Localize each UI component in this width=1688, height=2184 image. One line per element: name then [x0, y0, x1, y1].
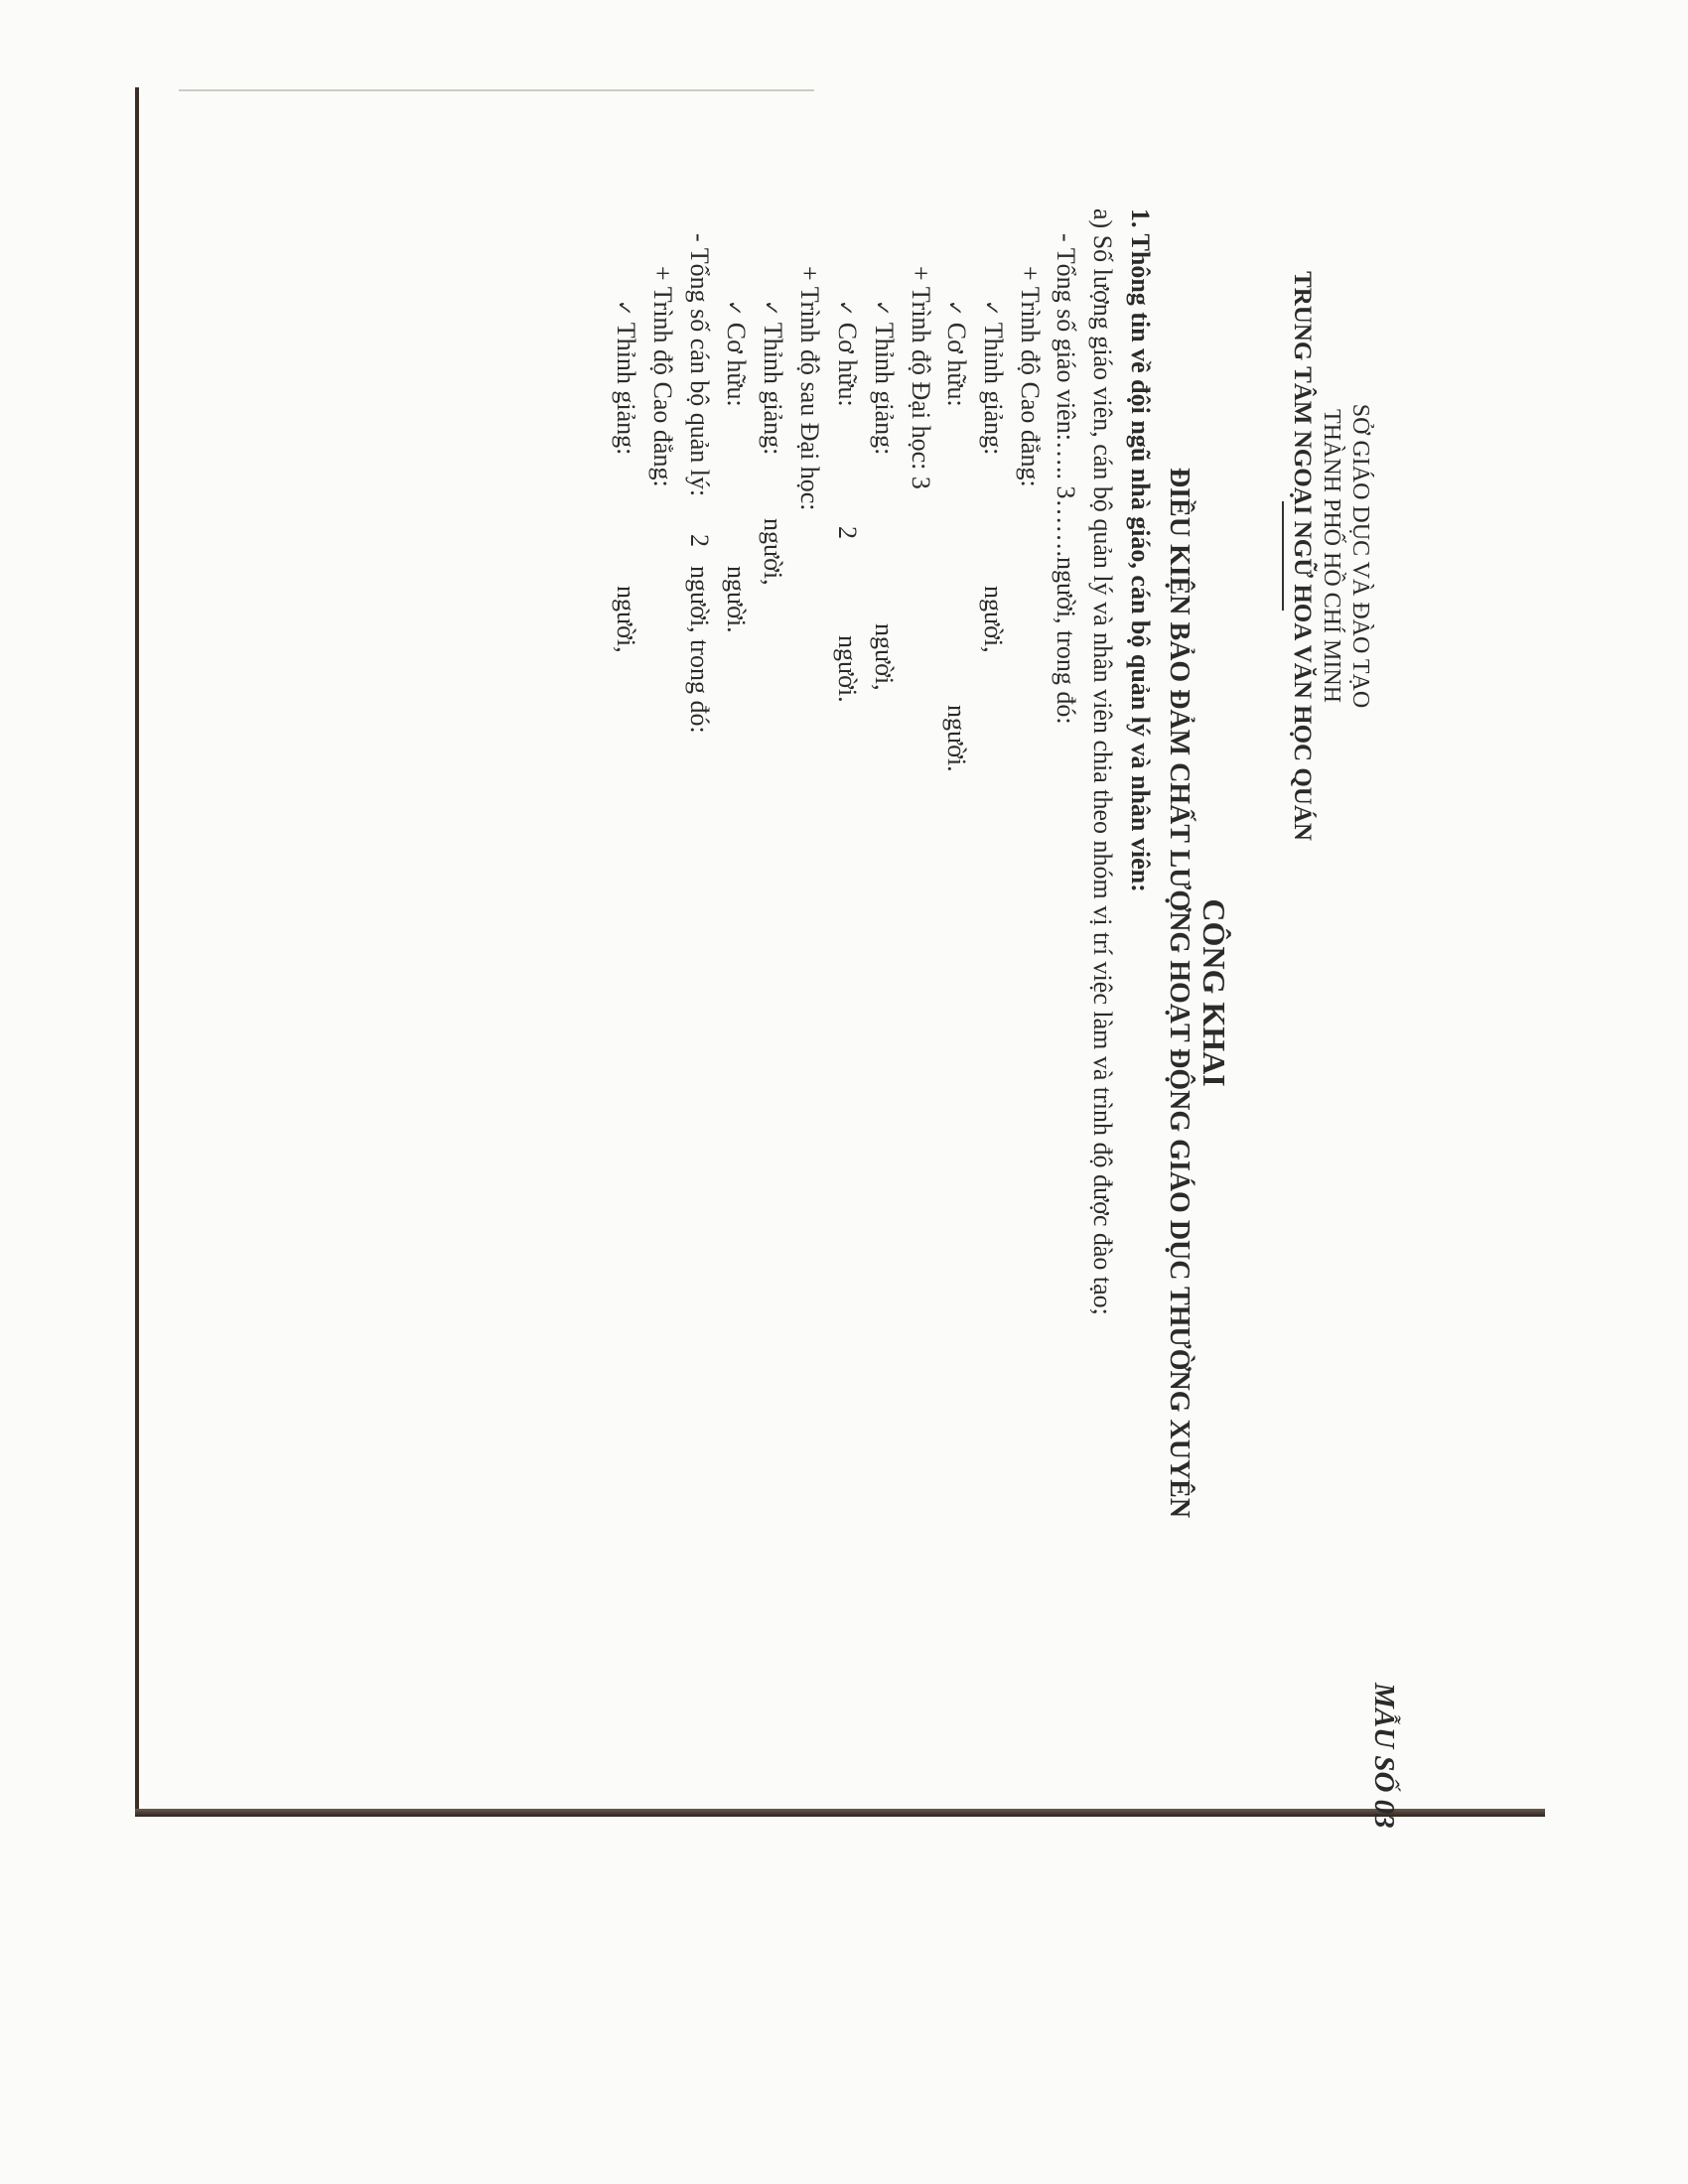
- check-icon: ✓: [943, 300, 967, 317]
- teacher-college-permanent-label: Cơ hữu:: [942, 322, 971, 407]
- teacher-college-visiting: [977, 300, 1008, 455]
- teacher-university-permanent-value: 2: [833, 526, 862, 539]
- manager-college-visiting-unit: người,: [612, 586, 640, 653]
- form-number: MẪU SỐ 03: [1368, 1683, 1400, 1829]
- issuing-organization: [1282, 208, 1374, 903]
- teacher-university-visiting-label: Thỉnh giảng:: [870, 322, 899, 456]
- section-1-heading: 1. Thông tin về đội ngũ nhà giáo, cán bộ quản lý và nhân viên:: [1126, 208, 1155, 892]
- rotated-document: [169, 149, 1400, 1837]
- check-icon: ✓: [871, 300, 895, 317]
- title-subtitle: ĐIỀU KIỆN BẢO ĐẢM CHẤT LƯỢNG HOẠT ĐỘNG GIÁO DỤC THƯỜNG XUYÊN: [1164, 467, 1195, 1519]
- teacher-university-visiting-unit: người,: [870, 623, 899, 691]
- department-line-2: THÀNH PHỐ HỒ CHÍ MINH: [1319, 409, 1344, 703]
- teacher-postgrad-permanent: [720, 300, 751, 407]
- teacher-postgrad-visiting-label: Thỉnh giảng:: [759, 322, 787, 456]
- teacher-university-level: + Trình độ Đại học: 3: [907, 266, 935, 489]
- teacher-university-permanent: [831, 300, 862, 407]
- managers-total: - Tổng số cán bộ quản lý:: [685, 233, 714, 497]
- teacher-college-visiting-unit: người,: [979, 586, 1008, 653]
- teacher-university-permanent-label: Cơ hữu:: [833, 322, 862, 407]
- check-icon: ✓: [723, 300, 747, 317]
- teacher-college-permanent: [940, 300, 971, 407]
- manager-college-visiting-label: Thỉnh giảng:: [612, 322, 640, 456]
- teacher-college-level: + Trình độ Cao đẳng:: [1016, 266, 1045, 487]
- managers-total-value: 2: [685, 534, 714, 547]
- item-a: a) Số lượng giáo viên, cán bộ quản lý và nhân viên chia theo nhóm vị trí việc làm và trình độ được đào tạo;: [1088, 208, 1117, 1315]
- document-title: [1162, 149, 1233, 1837]
- teacher-postgrad-visiting: [757, 300, 787, 455]
- teacher-postgrad-visiting-unit: người,: [759, 518, 787, 586]
- teacher-college-permanent-unit: người.: [942, 705, 971, 772]
- teacher-postgrad-permanent-label: Cơ hữu:: [722, 322, 751, 407]
- header-underline: [1282, 501, 1284, 611]
- center-name: TRUNG TÂM NGOẠI NGỮ HOA VĂN HỌC QUÁN: [1289, 271, 1316, 841]
- title-main: CÔNG KHAI: [1196, 898, 1232, 1087]
- teacher-college-visiting-label: Thỉnh giảng:: [979, 322, 1008, 456]
- check-icon: ✓: [613, 300, 636, 317]
- scan-edge-left: [135, 87, 139, 1815]
- check-icon: ✓: [980, 300, 1004, 317]
- teacher-postgrad-level: + Trình độ sau Đại học:: [795, 266, 824, 511]
- department-line-1: SỞ GIÁO DỤC VÀ ĐÀO TẠO: [1347, 403, 1373, 709]
- check-icon: ✓: [760, 300, 783, 317]
- teacher-university-permanent-unit: người.: [833, 635, 862, 703]
- manager-college-level: + Trình độ Cao đẳng:: [648, 266, 677, 487]
- teacher-university-visiting: [868, 300, 899, 455]
- manager-college-visiting: [610, 300, 640, 455]
- teachers-total: - Tổng số giáo viên:….. 3…….người, trong đó:: [1052, 233, 1080, 725]
- teacher-postgrad-permanent-unit: người.: [722, 566, 751, 633]
- check-icon: ✓: [834, 300, 858, 317]
- scan-edge-top: [179, 89, 814, 91]
- managers-total-unit: người, trong đó:: [685, 566, 714, 734]
